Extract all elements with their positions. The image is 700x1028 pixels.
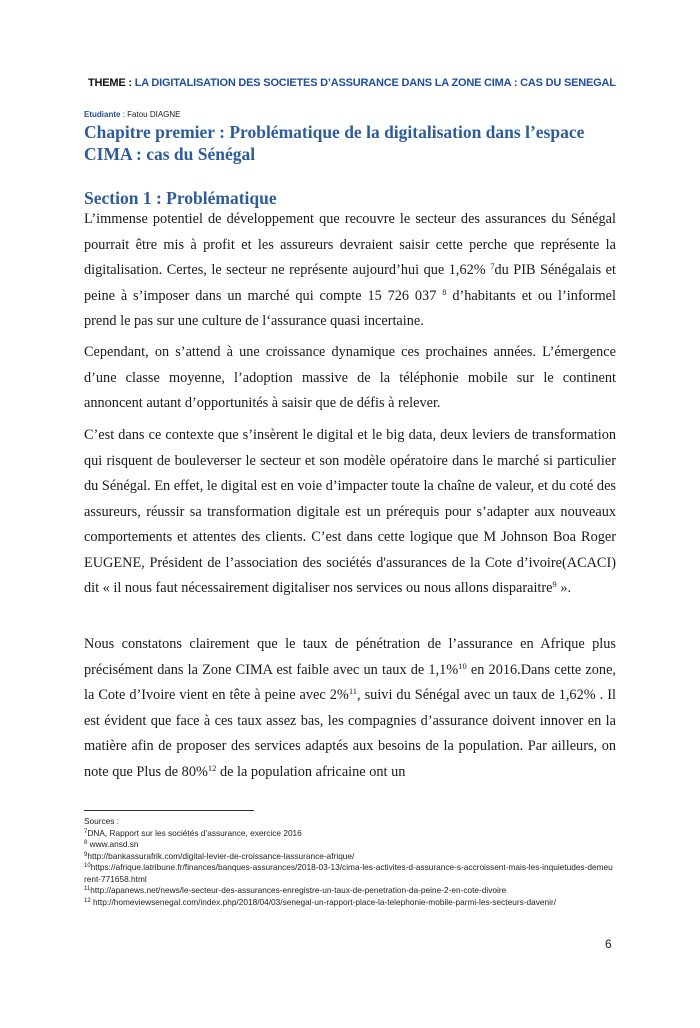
page-number: 6 [605, 937, 612, 951]
paragraph-4-text-d: de la population africaine ont un [216, 763, 406, 780]
footnote-item [84, 851, 614, 863]
footnote-number: 7 [84, 828, 88, 835]
footnotes-heading: Sources : [84, 816, 120, 826]
theme-text: LA DIGITALISATION DES SOCIETES D’ASSURANCE DANS LA ZONE CIMA : CAS DU SENEGAL [134, 77, 616, 89]
footnote-ref-7[interactable]: 7 [490, 261, 495, 271]
footnote-text: DNA, Rapport sur les sociétés d’assurance, exercice 2016 [87, 827, 302, 838]
paragraph-4-text-b: en 2016.Dans cette zone, la Cote d’Ivoire vient en tête à peine avec 2% [84, 661, 616, 703]
section-title: Section 1 : Problématique [84, 188, 277, 208]
footnote-item [84, 862, 614, 885]
footnote-number: 8 [84, 840, 88, 846]
theme-label: THEME : [88, 77, 132, 89]
footnote-link[interactable]: http://homeviewsenegal.com/index.php/2018/04/03/senegal-un-rapport-place-la-telephonie-mobile-parmi-les-secteurs-davenir/ [90, 896, 557, 907]
chapter-title: Chapitre premier : Problématique de la digitalisation dans l’espace CIMA : cas du Sénégal [84, 122, 585, 164]
footnotes [84, 816, 614, 908]
footnote-number: 11 [84, 886, 91, 892]
footnote-link[interactable]: http://bankassurafrik.com/digital-levier-de-croissance-lassurance-afrique/ [87, 850, 355, 861]
footnote-number: 12 [84, 897, 91, 904]
paragraph-3-text-a: C’est dans ce contexte que s’insèrent le digital et le big data, deux leviers de transformation qui risquent de bouleverser le secteur et son modèle opératoire dans le marché si particulier du Sénégal. En effet, le digital est en voie d’impacter toute la chaîne de valeur, et du coté des assureurs, réussir sa transformation digitale est un prérequis pour s’adapter aux nouveaux comportements et attentes des clients. C’est dans cette logique que M Johnson Boa Roger EUGENE, Président de l’association des sociétés d'assurances de la Cote d’ivoire(ACACI) dit « il nous faut nécessairement digitaliser nos services ou nous allons disparaitre [84, 427, 616, 596]
student-name: : Fatou DIAGNE [122, 110, 181, 119]
footnote-link[interactable]: www.ansd.sn [87, 839, 139, 849]
footnote-ref-12[interactable]: 12 [207, 762, 217, 773]
student-line [84, 110, 180, 119]
paragraph-4-text-a: Nous constatons clairement que le taux de pénétration de l’assurance en Afrique plus précisément dans la Zone CIMA est faible avec un taux de 1,1% [84, 636, 616, 678]
paragraph-3 [84, 423, 616, 602]
footnote-ref-9[interactable]: 9 [552, 579, 557, 589]
footnote-number: 9 [84, 851, 88, 858]
theme-header [88, 77, 616, 89]
footnote-link[interactable]: https://afrique.latribune.fr/finances/banques-assurances/2018-03-13/cima-les-activites-d-assurance-s-accroissent-mais-les-inquietudes-demeurent-771658.html [84, 862, 613, 884]
paragraph-4-text-c: , suivi du Sénégal avec un taux de 1,62% . Il est évident que face à ces taux assez bas, les compagnies d’assurance doivent innover en la matière afin de proposer des services adaptés aux besoins de la population. Par ailleurs, on note que Plus de 80% [84, 687, 616, 780]
paragraph-1-text-b: du PIB Sénégalais et peine à s’imposer dans un marché qui compte 15 726 037 [84, 262, 616, 304]
footnote-item [84, 839, 614, 851]
footnote-item [84, 897, 614, 909]
footnote-number: 10 [84, 863, 91, 869]
paragraph-1-text-a: L’immense potentiel de développement que recouvre le secteur des assurances du Sénégal pourrait être mis à profit et les assureurs devraient saisir cette perche que représente la digitalisation. Certes, le secteur ne représente aujourd’hui que 1,62% [84, 211, 616, 278]
paragraph-1-text-c: d’habitants et ou l’informel prend le pas sur une culture de l‘assurance quasi incertaine. [84, 287, 616, 329]
footnote-separator [84, 810, 254, 811]
paragraph-1 [84, 207, 616, 335]
footnote-item [84, 828, 614, 840]
footnote-ref-8[interactable]: 8 [442, 286, 447, 297]
footnote-item [84, 885, 614, 897]
paragraph-2: Cependant, on s’attend à une croissance dynamique ces prochaines années. L’émergence d’une classe moyenne, l’adoption massive de la téléphonie mobile sur le continent annoncent autant d’opportunités à saisir que de défis à relever. [84, 344, 616, 411]
paragraph-4 [84, 632, 616, 785]
footnote-ref-10[interactable]: 10 [458, 660, 467, 671]
footnote-link[interactable]: http://apanews.net/news/le-secteur-des-assurances-enregistre-un-taux-de-penetration-da-peine-2-en-cote-divoire [90, 885, 507, 895]
footnote-ref-11[interactable]: 11 [348, 686, 358, 696]
paragraph-3-text-b: ». [556, 580, 572, 596]
student-label: Etudiante [84, 110, 121, 119]
